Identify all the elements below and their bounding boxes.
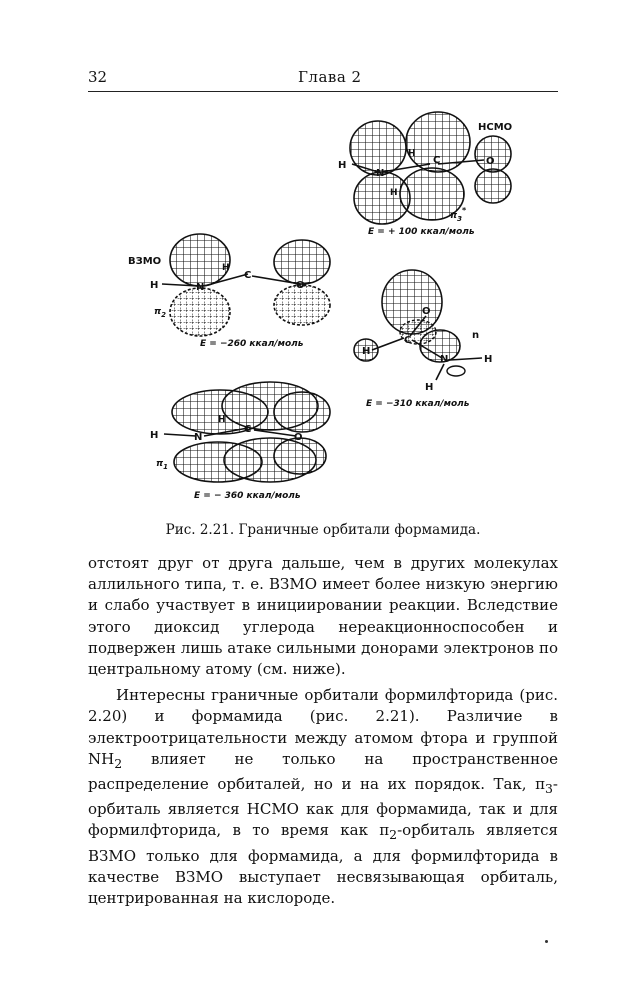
paragraph-1: отстоят друг от друга дальше, чем в других молекулах аллильного типа, т. е. ВЗМО имеет более низкую энергию и слабо участвует в инициировании реакции. Вследствие этого диоксид углерода нереакционноспособен и подвержен лишь атаке сильными донорами электронов по центральному атому (см. ниже). xyxy=(88,554,558,679)
atom-label: O xyxy=(422,306,431,317)
bond xyxy=(254,430,296,436)
page-header xyxy=(88,68,558,90)
atom-label: O xyxy=(486,156,495,167)
orbital-pi1 xyxy=(150,382,330,501)
orbital-figure xyxy=(120,100,550,520)
paragraph-2 xyxy=(88,685,558,909)
figure-caption: Рис. 2.21. Граничные орбитали формамида. xyxy=(165,522,481,538)
lobe xyxy=(350,121,406,175)
lobe xyxy=(170,288,230,336)
atom-label: C xyxy=(244,270,252,281)
print-speck xyxy=(545,940,548,943)
atom-label: H xyxy=(484,354,493,365)
atom-label: O xyxy=(294,432,303,443)
atom-label: O xyxy=(296,280,305,291)
atom-label: H xyxy=(338,160,347,171)
atom-label: H xyxy=(362,346,371,357)
orbital-homo xyxy=(128,234,330,349)
subscript: 2 xyxy=(389,827,398,843)
lobe xyxy=(274,392,330,432)
orbital-tag: n xyxy=(472,330,480,341)
body-text xyxy=(88,553,558,909)
page-number: 32 xyxy=(88,68,108,86)
atom-label: N xyxy=(440,354,449,365)
atom-label: H xyxy=(390,188,398,198)
atom-label: H xyxy=(150,430,159,441)
lobe xyxy=(274,438,326,474)
atom-label: H xyxy=(425,382,434,393)
paragraph-2-text: -орбиталь является НСМО как для формамида, так и для формилфторида, в то время как π xyxy=(88,775,558,840)
orbital-figure-svg xyxy=(120,100,550,520)
orbital-symbol: $\pi_3*$ xyxy=(450,206,467,223)
orbital-symbol: $\pi_1$ xyxy=(156,459,168,471)
atom-label: C xyxy=(404,335,412,346)
lobe xyxy=(274,285,330,325)
atom-label: C xyxy=(244,424,252,435)
orbital-n xyxy=(354,270,492,409)
chapter-title: Глава 2 xyxy=(298,68,362,86)
bond xyxy=(450,358,482,360)
paragraph-2-text: влияет не только на пространственное распределение орбиталей, но и на их порядок. Так, π xyxy=(88,749,558,794)
energy-label: E = + 100 ккал/моль xyxy=(368,227,475,237)
atom-label: H xyxy=(150,280,159,291)
atom-label: N xyxy=(376,168,385,179)
header-rule xyxy=(88,91,558,92)
atom-label: H xyxy=(408,149,416,159)
atom-label: C xyxy=(433,155,441,166)
subscript: 3 xyxy=(544,781,553,797)
paragraph-2-text: -орбиталь является ВЗМО только для формамида, а для формилфторида в качестве ВЗМО выступает несвязывающая орбиталь, центрированная на кислороде. xyxy=(88,821,558,908)
orbital-symbol: $\pi_2$ xyxy=(154,307,166,319)
orbital-tag: ВЗМО xyxy=(128,256,162,267)
paragraph-2-text: Интересны граничные орбитали формилфторида (рис. 2.20) и формамида (рис. 2.21). Различие в электроотрицательности между атомом фтора и группой NH xyxy=(88,686,558,768)
lobe xyxy=(447,366,465,376)
lobe xyxy=(475,169,511,203)
bond xyxy=(436,364,444,380)
orbital-lumo xyxy=(338,112,512,237)
atom-label: N xyxy=(194,432,203,443)
bond xyxy=(164,434,196,436)
lobe xyxy=(274,240,330,284)
subscript: 2 xyxy=(114,755,123,771)
energy-label: E = −310 ккал/моль xyxy=(366,399,470,409)
atom-label: H xyxy=(222,263,230,273)
atom-label: N xyxy=(196,282,205,293)
orbital-tag: НСМО xyxy=(478,122,513,133)
lobe xyxy=(170,234,230,286)
energy-label: E = −260 ккал/моль xyxy=(200,339,304,349)
atom-label: H xyxy=(218,415,226,425)
energy-label: E = − 360 ккал/моль xyxy=(194,491,301,501)
